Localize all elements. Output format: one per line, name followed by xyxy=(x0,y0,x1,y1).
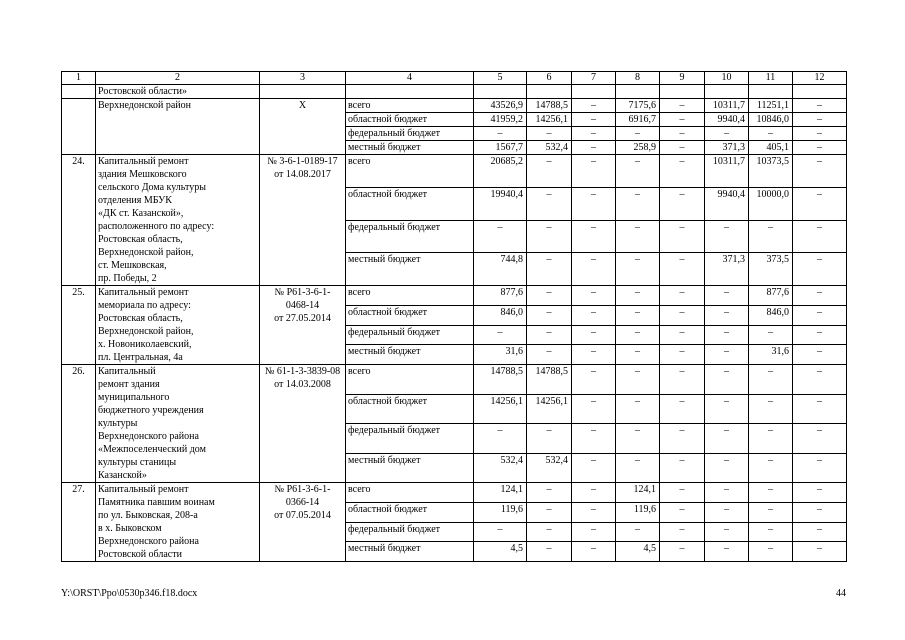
desc-line: бюджетного учреждения xyxy=(98,405,204,416)
item-document xyxy=(260,286,346,365)
value-cell: 258,9 xyxy=(616,141,660,155)
col-header: 9 xyxy=(660,72,705,85)
value-cell: – xyxy=(749,220,793,253)
doc-line: 0366-14 xyxy=(285,497,320,508)
value-cell: – xyxy=(793,99,847,113)
value-cell: – xyxy=(660,453,705,483)
value-cell: – xyxy=(572,99,616,113)
value-cell: – xyxy=(749,365,793,395)
value-cell: – xyxy=(572,542,616,562)
value-cell: 11251,1 xyxy=(749,99,793,113)
value-cell: – xyxy=(793,286,847,306)
col-header: 12 xyxy=(793,72,847,85)
cell-empty xyxy=(474,85,527,99)
value-cell: – xyxy=(616,305,660,325)
col-header: 10 xyxy=(705,72,749,85)
desc-line: «Межпоселенческий дом xyxy=(98,444,206,455)
doc-line: от 14.08.2017 xyxy=(274,169,331,180)
value-cell: – xyxy=(660,365,705,395)
col-header: 6 xyxy=(527,72,572,85)
value-cell: 41959,2 xyxy=(474,113,527,127)
funding-source: местный бюджет xyxy=(346,141,474,155)
value-cell: – xyxy=(527,542,572,562)
item-description xyxy=(96,286,260,365)
value-cell: – xyxy=(572,127,616,141)
funding-source: областной бюджет xyxy=(346,113,474,127)
value-cell: – xyxy=(572,365,616,395)
value-cell: – xyxy=(572,286,616,306)
desc-line: ст. Мешковская, xyxy=(98,260,167,271)
doc-line: от 14.03.2008 xyxy=(274,379,331,390)
item-number: 27. xyxy=(62,483,96,562)
value-cell: 1567,7 xyxy=(474,141,527,155)
value-cell: – xyxy=(527,220,572,253)
value-cell: – xyxy=(616,453,660,483)
col-header: 2 xyxy=(96,72,260,85)
value-cell: – xyxy=(572,502,616,522)
value-cell: – xyxy=(660,99,705,113)
value-cell: 124,1 xyxy=(616,483,660,503)
value-cell: 532,4 xyxy=(527,141,572,155)
funding-source: федеральный бюджет xyxy=(346,220,474,253)
value-cell: 371,3 xyxy=(705,141,749,155)
funding-source: местный бюджет xyxy=(346,453,474,483)
value-cell: – xyxy=(793,141,847,155)
desc-line: Капитальный ремонт xyxy=(98,484,189,495)
funding-source: местный бюджет xyxy=(346,253,474,286)
value-cell: – xyxy=(527,253,572,286)
value-cell: – xyxy=(705,305,749,325)
value-cell: – xyxy=(616,345,660,365)
value-cell: 6916,7 xyxy=(616,113,660,127)
desc-line: Верхнедонской район, xyxy=(98,326,194,337)
value-cell: – xyxy=(793,453,847,483)
item-number: 24. xyxy=(62,155,96,286)
value-cell: – xyxy=(705,325,749,345)
value-cell: – xyxy=(660,394,705,424)
value-cell: – xyxy=(616,286,660,306)
funding-source: областной бюджет xyxy=(346,502,474,522)
value-cell: – xyxy=(616,325,660,345)
value-cell: – xyxy=(660,305,705,325)
value-cell: 43526,9 xyxy=(474,99,527,113)
value-cell: 7175,6 xyxy=(616,99,660,113)
value-cell: – xyxy=(527,424,572,454)
col-header: 5 xyxy=(474,72,527,85)
value-cell: – xyxy=(572,305,616,325)
value-cell: – xyxy=(572,141,616,155)
value-cell: – xyxy=(749,424,793,454)
desc-line: по ул. Быковская, 208-а xyxy=(98,510,198,521)
value-cell: 4,5 xyxy=(474,542,527,562)
item-number: 25. xyxy=(62,286,96,365)
value-cell: – xyxy=(660,187,705,220)
value-cell: – xyxy=(474,522,527,542)
doc-line: от 07.05.2014 xyxy=(274,510,331,521)
value-cell: – xyxy=(572,113,616,127)
value-cell: – xyxy=(793,365,847,395)
continuation-text: Ростовской области» xyxy=(96,85,260,99)
value-cell: – xyxy=(527,127,572,141)
item-number: 26. xyxy=(62,365,96,483)
value-cell: – xyxy=(705,424,749,454)
value-cell: – xyxy=(474,220,527,253)
value-cell: 10311,7 xyxy=(705,99,749,113)
value-cell: – xyxy=(749,542,793,562)
value-cell: 371,3 xyxy=(705,253,749,286)
value-cell: – xyxy=(572,424,616,454)
col-header: 1 xyxy=(62,72,96,85)
value-cell: – xyxy=(527,325,572,345)
budget-table xyxy=(61,71,847,562)
value-cell: – xyxy=(660,542,705,562)
value-cell: 10000,0 xyxy=(749,187,793,220)
table-row xyxy=(62,286,847,306)
funding-source: областной бюджет xyxy=(346,394,474,424)
col-header: 11 xyxy=(749,72,793,85)
desc-line: Верхнедонского района xyxy=(98,431,199,442)
value-cell: – xyxy=(793,325,847,345)
col-header: 8 xyxy=(616,72,660,85)
value-cell: – xyxy=(527,286,572,306)
desc-line: ремонт здания xyxy=(98,379,160,390)
cell-empty xyxy=(260,85,346,99)
value-cell: – xyxy=(572,155,616,188)
cell-empty xyxy=(616,85,660,99)
value-cell: – xyxy=(749,502,793,522)
value-cell: – xyxy=(572,483,616,503)
funding-source: областной бюджет xyxy=(346,187,474,220)
value-cell: 846,0 xyxy=(474,305,527,325)
funding-source: федеральный бюджет xyxy=(346,522,474,542)
value-cell: 532,4 xyxy=(527,453,572,483)
item-document: Х xyxy=(260,99,346,155)
item-description xyxy=(96,483,260,562)
funding-source: местный бюджет xyxy=(346,345,474,365)
value-cell: 10846,0 xyxy=(749,113,793,127)
value-cell: 31,6 xyxy=(749,345,793,365)
desc-line: пл. Центральная, 4а xyxy=(98,352,183,363)
value-cell: 19940,4 xyxy=(474,187,527,220)
file-path: Y:\ORST\Ppo\0530p346.f18.docx xyxy=(61,588,198,599)
col-header: 7 xyxy=(572,72,616,85)
item-document xyxy=(260,365,346,483)
table-row xyxy=(62,99,847,113)
desc-line: культуры станицы xyxy=(98,457,177,468)
cell-empty xyxy=(749,85,793,99)
value-cell: 405,1 xyxy=(749,141,793,155)
value-cell: – xyxy=(705,127,749,141)
value-cell: – xyxy=(660,220,705,253)
value-cell: – xyxy=(527,502,572,522)
value-cell: – xyxy=(527,483,572,503)
value-cell: – xyxy=(749,394,793,424)
value-cell: – xyxy=(616,220,660,253)
desc-line: сельского Дома культуры xyxy=(98,182,206,193)
value-cell: – xyxy=(474,127,527,141)
item-description xyxy=(96,155,260,286)
value-cell: 14256,1 xyxy=(527,113,572,127)
value-cell: 532,4 xyxy=(474,453,527,483)
value-cell: – xyxy=(705,345,749,365)
value-cell: – xyxy=(705,394,749,424)
funding-source: всего xyxy=(346,286,474,306)
value-cell: – xyxy=(660,155,705,188)
table-row xyxy=(62,155,847,188)
value-cell: – xyxy=(793,345,847,365)
desc-line: отделения МБУК xyxy=(98,195,172,206)
value-cell: – xyxy=(705,365,749,395)
value-cell: – xyxy=(749,325,793,345)
doc-line: № 3-6-1-0189-17 xyxy=(267,156,338,167)
value-cell: – xyxy=(705,522,749,542)
item-number xyxy=(62,99,96,155)
value-cell: – xyxy=(660,325,705,345)
cell-empty xyxy=(705,85,749,99)
desc-line: х. Новоникoлаевский, xyxy=(98,339,192,350)
value-cell: – xyxy=(527,305,572,325)
value-cell: – xyxy=(616,424,660,454)
value-cell: – xyxy=(793,113,847,127)
desc-line: муниципального xyxy=(98,392,170,403)
continuation-row xyxy=(62,85,847,99)
value-cell: – xyxy=(705,453,749,483)
value-cell: – xyxy=(793,542,847,562)
value-cell: – xyxy=(793,155,847,188)
value-cell: 119,6 xyxy=(616,502,660,522)
value-cell: – xyxy=(572,325,616,345)
item-description xyxy=(96,365,260,483)
desc-line: Казанской» xyxy=(98,470,147,481)
funding-source: всего xyxy=(346,483,474,503)
cell-empty xyxy=(572,85,616,99)
cell-empty xyxy=(527,85,572,99)
value-cell: – xyxy=(527,155,572,188)
value-cell: – xyxy=(705,286,749,306)
funding-source: федеральный бюджет xyxy=(346,424,474,454)
value-cell: – xyxy=(660,253,705,286)
value-cell: – xyxy=(793,253,847,286)
funding-source: местный бюджет xyxy=(346,542,474,562)
value-cell: – xyxy=(705,483,749,503)
value-cell: – xyxy=(572,453,616,483)
cell-empty xyxy=(793,85,847,99)
value-cell: – xyxy=(572,345,616,365)
value-cell: – xyxy=(660,424,705,454)
value-cell: – xyxy=(660,502,705,522)
value-cell: – xyxy=(705,220,749,253)
desc-line: Верхнедонского района xyxy=(98,536,199,547)
value-cell: 877,6 xyxy=(474,286,527,306)
value-cell: 846,0 xyxy=(749,305,793,325)
desc-line: Памятника павшим воинам xyxy=(98,497,215,508)
col-header: 3 xyxy=(260,72,346,85)
desc-line: Капитальный ремонт xyxy=(98,156,189,167)
desc-line: в х. Быковском xyxy=(98,523,162,534)
table-row xyxy=(62,365,847,395)
value-cell: – xyxy=(660,522,705,542)
doc-line: № Р61-3-6-1- xyxy=(274,287,331,298)
value-cell: 744,8 xyxy=(474,253,527,286)
desc-line: Ростовская область, xyxy=(98,313,183,324)
value-cell: – xyxy=(793,502,847,522)
desc-line: пр. Победы, 2 xyxy=(98,273,157,284)
value-cell: – xyxy=(793,220,847,253)
value-cell: 877,6 xyxy=(749,286,793,306)
value-cell: – xyxy=(660,345,705,365)
funding-source: всего xyxy=(346,365,474,395)
value-cell: – xyxy=(705,502,749,522)
value-cell: 373,5 xyxy=(749,253,793,286)
value-cell: – xyxy=(660,141,705,155)
doc-line: от 27.05.2014 xyxy=(274,313,331,324)
value-cell: – xyxy=(749,127,793,141)
cell-empty xyxy=(346,85,474,99)
value-cell: – xyxy=(616,365,660,395)
value-cell: 124,1 xyxy=(474,483,527,503)
value-cell: 14788,5 xyxy=(474,365,527,395)
funding-source: всего xyxy=(346,99,474,113)
doc-line: № Р61-3-6-1- xyxy=(274,484,331,495)
doc-line: № 61-1-3-3839-08 xyxy=(264,366,341,377)
value-cell: – xyxy=(572,253,616,286)
value-cell: – xyxy=(705,542,749,562)
value-cell: – xyxy=(793,483,847,503)
page-number: 44 xyxy=(836,588,846,599)
value-cell: 10311,7 xyxy=(705,155,749,188)
value-cell: 119,6 xyxy=(474,502,527,522)
item-document xyxy=(260,483,346,562)
value-cell: – xyxy=(793,127,847,141)
value-cell: – xyxy=(749,453,793,483)
funding-source: федеральный бюджет xyxy=(346,325,474,345)
value-cell: – xyxy=(749,522,793,542)
value-cell: – xyxy=(616,127,660,141)
value-cell: – xyxy=(616,522,660,542)
desc-line: мемориала по адресу: xyxy=(98,300,191,311)
desc-line: «ДК ст. Казанской», xyxy=(98,208,184,219)
value-cell: – xyxy=(793,424,847,454)
value-cell: – xyxy=(527,345,572,365)
col-header: 4 xyxy=(346,72,474,85)
funding-source: областной бюджет xyxy=(346,305,474,325)
desc-line: Верхнедонской район, xyxy=(98,247,194,258)
value-cell: – xyxy=(793,394,847,424)
header-row xyxy=(62,72,847,85)
value-cell: – xyxy=(474,325,527,345)
cell-empty xyxy=(660,85,705,99)
value-cell: – xyxy=(793,305,847,325)
value-cell: 14256,1 xyxy=(527,394,572,424)
desc-line: здания Мешковского xyxy=(98,169,187,180)
funding-source: федеральный бюджет xyxy=(346,127,474,141)
value-cell: 14788,5 xyxy=(527,365,572,395)
value-cell: – xyxy=(660,127,705,141)
value-cell: – xyxy=(474,424,527,454)
desc-line: расположенного по адресу: xyxy=(98,221,215,232)
value-cell: – xyxy=(572,220,616,253)
desc-line: Ростовская область, xyxy=(98,234,183,245)
doc-line: 0468-14 xyxy=(285,300,320,311)
value-cell: – xyxy=(660,286,705,306)
value-cell: – xyxy=(616,394,660,424)
value-cell: – xyxy=(616,253,660,286)
item-description: Верхнедонской район xyxy=(96,99,260,155)
value-cell: 20685,2 xyxy=(474,155,527,188)
cell-empty xyxy=(62,85,96,99)
funding-source: всего xyxy=(346,155,474,188)
table-row xyxy=(62,483,847,503)
desc-line: Капитальный xyxy=(98,366,156,377)
value-cell: – xyxy=(572,522,616,542)
document-sheet xyxy=(61,71,846,562)
value-cell: – xyxy=(616,187,660,220)
item-document xyxy=(260,155,346,286)
value-cell: – xyxy=(793,187,847,220)
value-cell: – xyxy=(527,522,572,542)
value-cell: 14788,5 xyxy=(527,99,572,113)
value-cell: – xyxy=(660,483,705,503)
desc-line: культуры xyxy=(98,418,138,429)
value-cell: – xyxy=(572,394,616,424)
value-cell: – xyxy=(572,187,616,220)
desc-line: Ростовской области xyxy=(98,549,182,560)
value-cell: – xyxy=(749,483,793,503)
value-cell: – xyxy=(616,155,660,188)
value-cell: 31,6 xyxy=(474,345,527,365)
value-cell: – xyxy=(793,522,847,542)
value-cell: – xyxy=(527,187,572,220)
value-cell: 9940,4 xyxy=(705,113,749,127)
value-cell: 4,5 xyxy=(616,542,660,562)
value-cell: 9940,4 xyxy=(705,187,749,220)
value-cell: 10373,5 xyxy=(749,155,793,188)
desc-line: Капитальный ремонт xyxy=(98,287,189,298)
value-cell: 14256,1 xyxy=(474,394,527,424)
value-cell: – xyxy=(660,113,705,127)
